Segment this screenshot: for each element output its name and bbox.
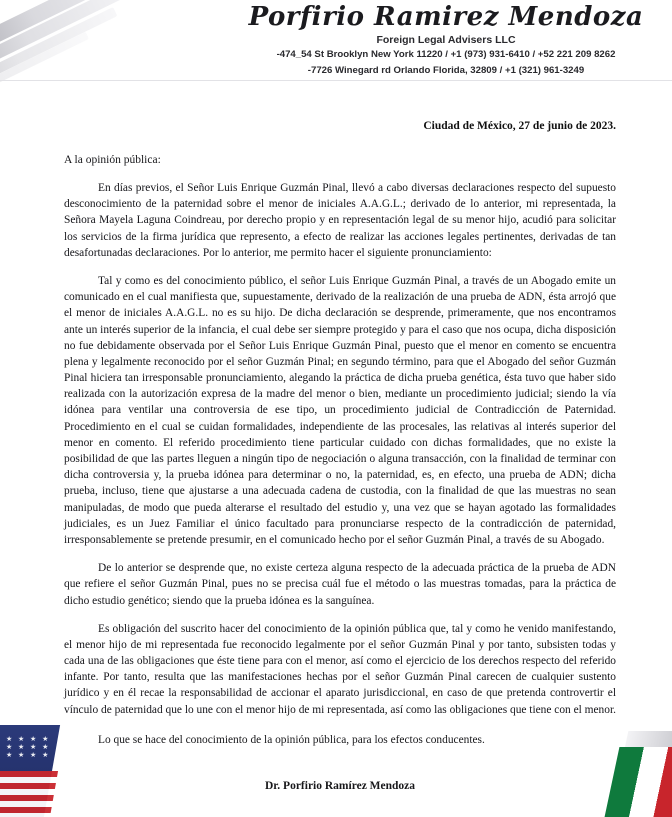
mexico-flag-icon bbox=[598, 747, 672, 817]
flag-stars: ★ ★ ★ ★ ★ ★ ★ ★ ★ ★ ★ ★ bbox=[6, 735, 51, 759]
address-line-1: -474_54 St Brooklyn New York 11220 / +1 (973) 931-6410 / +52 221 209 8262 bbox=[276, 49, 616, 61]
paragraph: Tal y como es del conocimiento público, el señor Luis Enrique Guzmán Pinal, a través de un Abogado emite un comunicado en el cual manifiesta que, supuestamente, derivado de la realización de una prueba de ADN, ésta arrojó que el menor de iniciales A.A.G.L. no es su hijo. De dicha declaración se desprende, primeramente, que nos encontramos ante un interés superior de la infancia, el cual debe ser siempre protegido y para el caso que nos ocupa, dicha disposición no fue debidamente observada por el Señor Luis Enrique Guzmán Pinal, puesto que el menor en comento se encuentra plena y legalmente reconocido por el señor Guzmán Pinal; en segundo término, para que el Abogado del señor Guzmán Pinal hiciera tan irresponsable pronunciamiento, alegando la práctica de dicha prueba genética, ésta tuvo que haber sido realizada con la autorización expresa de la madre del menor o bien, mediante un procedimiento judicial; siendo la vía idónea para ventilar una controversia de ese tipo, un procedimiento judicial de Contradicción de Paternidad. Procedimiento en el cual se cuidan formalidades, independiente de las procesales, las relativas al interés superior del menor en comento. El referido procedimiento tiene particular cuidado con dichas formalidades, que no existe la posibilidad de que las partes lleguen a ningún tipo de negociación o alguna transacción, con la finalidad de terminar con dicha controversia y, la prueba idónea para determinar o no, la paternidad, es, en efecto, una prueba de ADN; dicha prueba, incluso, tiene que ajustarse a una adecuada cadena de custodia, con la finalidad de que las muestras no sean manipuladas, de modo que pueda alterarse el resultado del estudio y, una vez que se hayan agotado las formalidades judiciales, es un Juez Familiar el único facultado para pronunciarse respecto de la contradicción de paternidad, irresponsablemente se pretende presumir, en el comunicado hecho por el señor Guzmán Pinal, a través de su Abogado. bbox=[64, 274, 616, 546]
signature-name: Dr. Porfirio Ramírez Mendoza bbox=[264, 780, 416, 792]
paragraph: En días previos, el Señor Luis Enrique Guzmán Pinal, llevó a cabo diversas declaraciones respecto del supuesto desconocimiento de la paternidad sobre el menor de iniciales A.A.G.L.; derivado de lo anterior, mi representada, la Señora Mayela Laguna Coindreau, por derecho propio y en representación legal de su menor hijo, acudió para solicitar los servicios de la firma jurídica que represento, a efecto de realizar las acciones legales pertinentes, derivadas de tan desafortunadas declaraciones. Por lo anterior, me permito hacer el siguiente pronunciamiento: bbox=[64, 182, 616, 259]
decorative-swoosh-icon bbox=[0, 0, 190, 120]
letterhead bbox=[0, 0, 672, 78]
date-line: Ciudad de México, 27 de junio de 2023. bbox=[423, 120, 616, 132]
header-divider bbox=[0, 80, 672, 81]
brand-block bbox=[236, 4, 656, 78]
address-line-2: -7726 Winegard rd Orlando Florida, 32809 / +1 (321) 961-3249 bbox=[307, 65, 585, 77]
paragraph: De lo anterior se desprende que, no existe certeza alguna respecto de la adecuada práctica de la prueba de ADN que refiere el señor Guzmán Pinal, pues no se precisa cuál fue el método o las muestras tomadas, para la práctica de dicho estudio genético; siendo que la prueba idónea es la sanguínea. bbox=[64, 562, 616, 607]
firm-name: Foreign Legal Advisers LLC bbox=[376, 34, 516, 47]
closing-line: Lo que se hace del conocimiento de la opinión pública, para los efectos conducentes. bbox=[98, 733, 485, 746]
paragraph: Es obligación del suscrito hacer del conocimiento de la opinión pública que, tal y como he venido manifestando, el menor hijo de mi representada fue reconocido legalmente por el señor Guzmán Pinal y por tanto, subsisten todas y cada una de las obligaciones que éste tiene para con el menor, así como el ejercicio de los derechos respecto del referido infante. Por tanto, resulta que las manifestaciones hechas por el señor Guzmán Pinal carecen de cualquier sustento jurídico y en él recae la responsabilidad de accionar el aparato jurisdiccional, en caso de que pretenda controvertir el vínculo de paternidad que lo une con el menor hijo de mi representada, así como las obligaciones que tiene con el menor. bbox=[64, 622, 616, 716]
letter-body bbox=[64, 120, 616, 792]
us-flag-icon bbox=[0, 725, 62, 817]
brand-name: Porfirio Ramirez Mendoza bbox=[248, 2, 644, 32]
salutation: A la opinión pública: bbox=[64, 154, 161, 166]
